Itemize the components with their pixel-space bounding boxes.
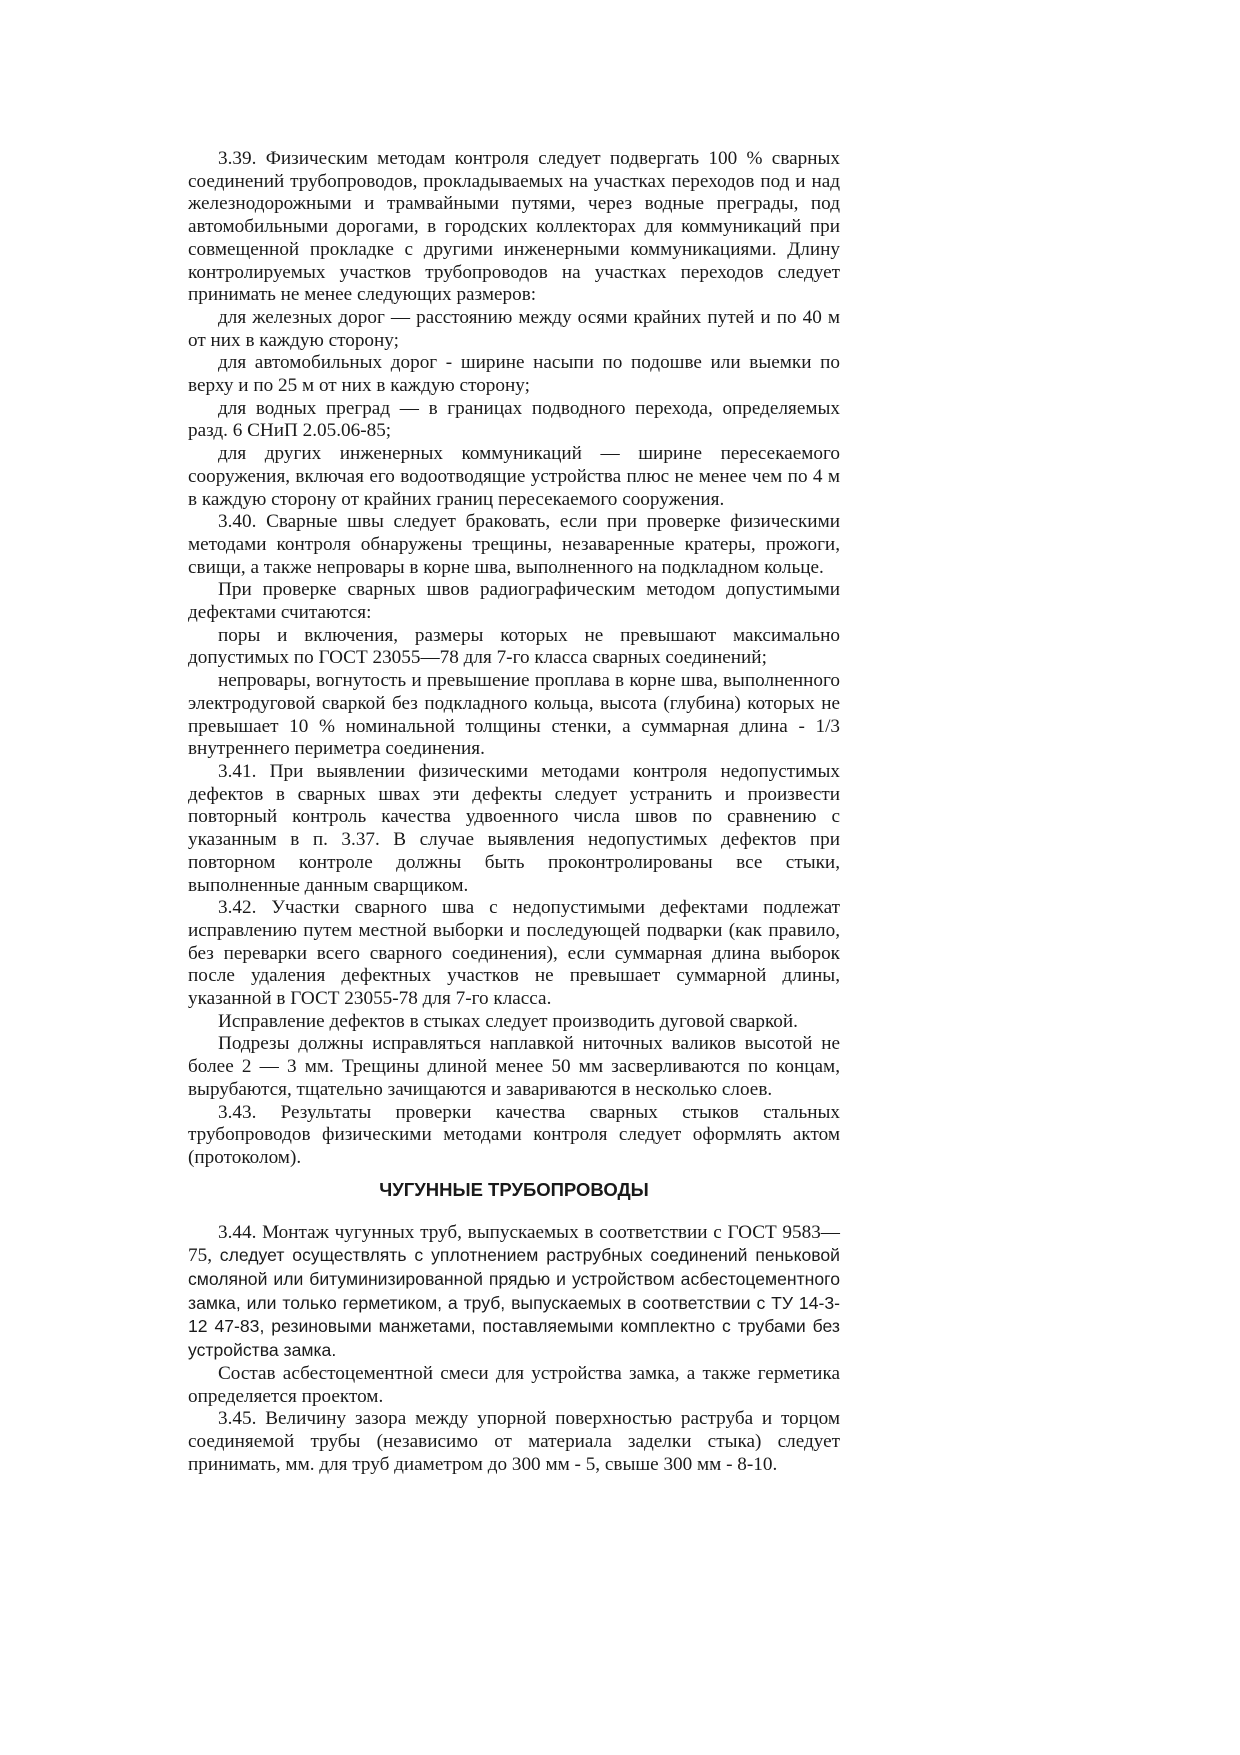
- paragraph-3-44-rest: следует осуществлять с уплотнением раструбных соединений пеньковой смоляной или битуминизированной прядью и устройством асбестоцементного замка, или только герметиком, а труб, выпускаемых в соответствии с ТУ 14-3-12 47-83, резиновыми манжетами, поставляемыми комплектно с трубами без устройства замка.: [188, 1245, 841, 1361]
- paragraph-3-40: 3.40. Сварные швы следует браковать, если при проверке физическими методами контроля обнаружены трещины, незаваренные кратеры, прожоги, свищи, а также непровары в корне шва, выполненного на подкладном кольце.: [188, 511, 840, 578]
- paragraph-3-44-start: 3.44. Монтаж чугунных труб, выпускаемых в соответствии с ГОСТ 9583—75,: [188, 1221, 840, 1267]
- paragraph-water-barriers: для водных преград — в границах подводного перехода, определяемых разд. 6 СНиП 2.05.06-85;: [188, 397, 840, 442]
- paragraph-undercuts: Подрезы должны исправляться наплавкой ниточных валиков высотой не более 2 — 3 мм. Трещины длиной менее 50 мм засверливаются по концам, вырубаются, тщательно зачищаются и завариваются в несколько слоев.: [188, 1033, 840, 1100]
- paragraph-other-utilities: для других инженерных коммуникаций — ширине пересекаемого сооружения, включая его водоотводящие устройства плюс не менее чем по 4 м в каждую сторону от крайних границ пересекаемого сооружения.: [188, 443, 840, 510]
- paragraph-lack-of-fusion: непровары, вогнутость и превышение проплава в корне шва, выполненного электродуговой сваркой без подкладного кольца, высота (глубина) которых не превышает 10 % номинальной толщины стенки, а суммарная длина - 1/3 внутреннего периметра соединения.: [188, 670, 840, 760]
- paragraph-3-39: 3.39. Физическим методам контроля следует подвергать 100 % сварных соединений трубопроводов, прокладываемых на участках переходов под и над железнодорожными и трамвайными путями, через водные преграды, под автомобильными дорогами, в городских коллекторах для коммуникаций при совмещенной прокладке с другими инженерными коммуникациями. Длину контролируемых участков трубопроводов на участках переходов следует принимать не менее следующих размеров:: [188, 148, 840, 306]
- section-heading: ЧУГУННЫЕ ТРУБОПРОВОДЫ: [379, 1178, 649, 1200]
- paragraph-asbestos-mix: Состав асбестоцементной смеси для устройства замка, а также герметика определяется проектом.: [188, 1362, 840, 1407]
- paragraph-roads: для автомобильных дорог - ширине насыпи по подошве или выемки по верху и по 25 м от них в каждую сторону;: [188, 352, 840, 397]
- paragraph-railways: для железных дорог — расстоянию между осями крайних путей и по 40 м от них в каждую сторону;: [188, 306, 840, 351]
- paragraph-pores: поры и включения, размеры которых не превышают максимально допустимых по ГОСТ 23055—78 для 7-го класса сварных соединений;: [188, 624, 840, 669]
- paragraph-3-41: 3.41. При выявлении физическими методами контроля недопустимых дефектов в сварных швах эти дефекты следует устранить и произвести повторный контроль качества удвоенного числа швов по сравнению с указанным в п. 3.37. В случае выявления недопустимых дефектов при повторном контроле должны быть проконтролированы все стыки, выполненные данным сварщиком.: [188, 760, 840, 896]
- paragraph-3-44: [188, 1222, 840, 1363]
- paragraph-3-43: 3.43. Результаты проверки качества сварных стыков стальных трубопроводов физическими методами контроля следует оформлять актом (протоколом).: [188, 1101, 840, 1168]
- document-page: [188, 148, 840, 1476]
- paragraph-3-45: 3.45. Величину зазора между упорной поверхностью раструба и торцом соединяемой трубы (независимо от материала заделки стыка) следует принимать, мм. для труб диаметром до 300 мм - 5, свыше 300 мм - 8-10.: [188, 1408, 840, 1475]
- paragraph-radiographic: При проверке сварных швов радиографическим методом допустимыми дефектами считаются:: [188, 579, 840, 624]
- paragraph-3-42: 3.42. Участки сварного шва с недопустимыми дефектами подлежат исправлению путем местной выборки и последующей подварки (как правило, без переварки всего сварного соединения), если суммарная длина выборок после удаления дефектных участков не превышает суммарной длины, указанной в ГОСТ 23055-78 для 7-го класса.: [188, 897, 840, 1010]
- paragraph-defect-repair: Исправление дефектов в стыках следует производить дуговой сваркой.: [218, 1010, 798, 1032]
